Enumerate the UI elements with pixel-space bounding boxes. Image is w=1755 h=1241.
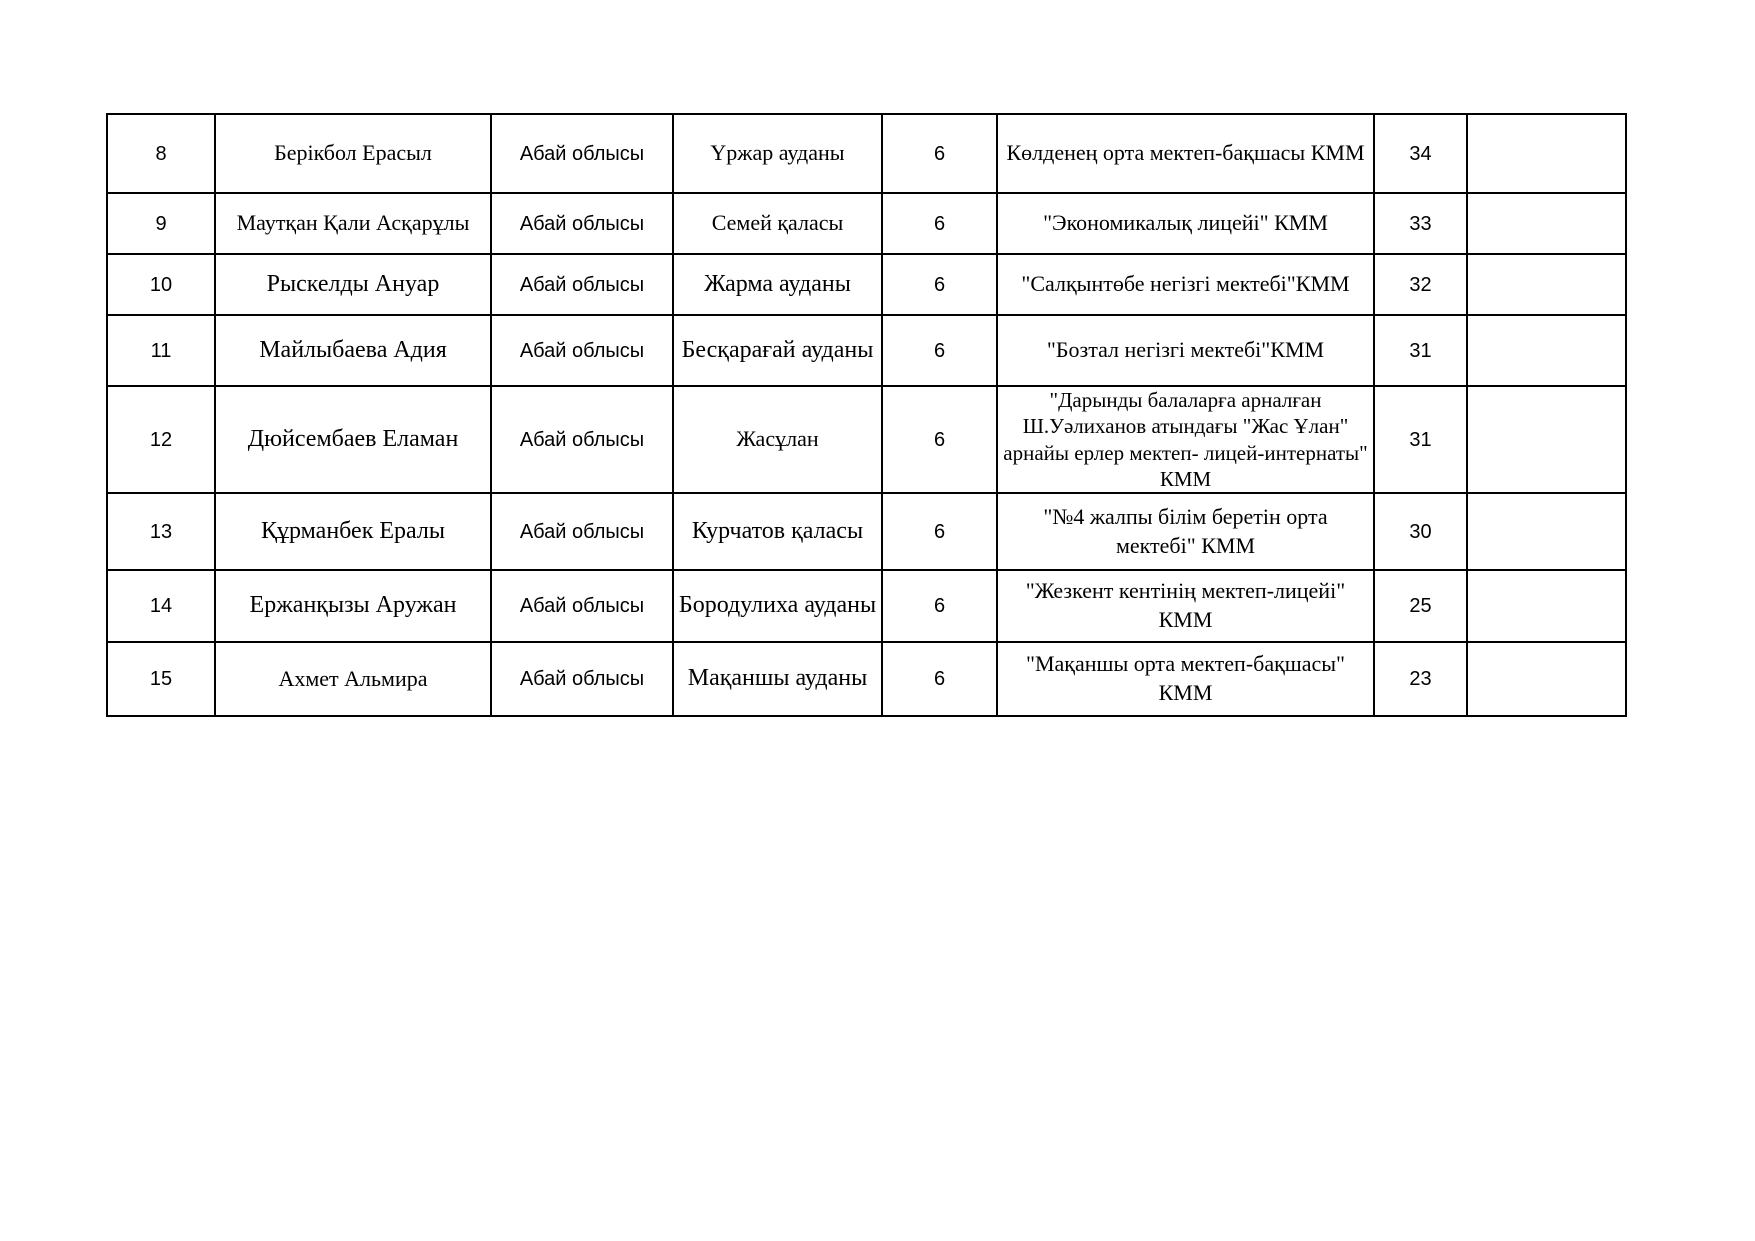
region: Абай облысы	[491, 193, 673, 254]
note	[1467, 315, 1626, 386]
school: "Дарынды балаларға арналған Ш.Уәлиханов атындағы "Жас Ұлан" арнайы ерлер мектеп- лицей-интернаты" КММ	[997, 386, 1374, 493]
table-row	[107, 386, 1626, 493]
table-row	[107, 254, 1626, 315]
table-row	[107, 493, 1626, 570]
school: "Экономикалық лицейі" КММ	[997, 193, 1374, 254]
district: Мақаншы ауданы	[673, 642, 882, 716]
grade: 6	[882, 254, 997, 315]
row-number: 12	[107, 386, 215, 493]
student-name: Ахмет Альмира	[215, 642, 491, 716]
table-row	[107, 193, 1626, 254]
score: 31	[1374, 386, 1467, 493]
region: Абай облысы	[491, 493, 673, 570]
score: 33	[1374, 193, 1467, 254]
district: Жарма ауданы	[673, 254, 882, 315]
row-number: 13	[107, 493, 215, 570]
district: Жасұлан	[673, 386, 882, 493]
school: "Салқынтөбе негізгі мектебі"КММ	[997, 254, 1374, 315]
grade: 6	[882, 493, 997, 570]
school: "№4 жалпы білім беретін орта мектебі" КММ	[997, 493, 1374, 570]
note	[1467, 642, 1626, 716]
region: Абай облысы	[491, 114, 673, 193]
table-row	[107, 570, 1626, 642]
row-number: 9	[107, 193, 215, 254]
note	[1467, 254, 1626, 315]
note	[1467, 193, 1626, 254]
region: Абай облысы	[491, 642, 673, 716]
score: 30	[1374, 493, 1467, 570]
student-name: Берікбол Ерасыл	[215, 114, 491, 193]
table-row	[107, 315, 1626, 386]
row-number: 14	[107, 570, 215, 642]
district: Бесқарағай ауданы	[673, 315, 882, 386]
grade: 6	[882, 642, 997, 716]
grade: 6	[882, 386, 997, 493]
student-name: Құрманбек Ералы	[215, 493, 491, 570]
note	[1467, 570, 1626, 642]
score: 32	[1374, 254, 1467, 315]
score: 23	[1374, 642, 1467, 716]
grade: 6	[882, 315, 997, 386]
school: "Мақаншы орта мектеп-бақшасы" КММ	[997, 642, 1374, 716]
grade: 6	[882, 570, 997, 642]
district: Курчатов қаласы	[673, 493, 882, 570]
student-name: Рыскелды Ануар	[215, 254, 491, 315]
school: Көлденең орта мектеп-бақшасы КММ	[997, 114, 1374, 193]
student-name: Майлыбаева Адия	[215, 315, 491, 386]
note	[1467, 114, 1626, 193]
region: Абай облысы	[491, 386, 673, 493]
district: Бородулиха ауданы	[673, 570, 882, 642]
school: "Жезкент кентінің мектеп-лицейі" КММ	[997, 570, 1374, 642]
grade: 6	[882, 193, 997, 254]
row-number: 10	[107, 254, 215, 315]
row-number: 15	[107, 642, 215, 716]
row-number: 11	[107, 315, 215, 386]
grade: 6	[882, 114, 997, 193]
district: Үржар ауданы	[673, 114, 882, 193]
score: 34	[1374, 114, 1467, 193]
student-name: Маутқан Қали Асқарұлы	[215, 193, 491, 254]
region: Абай облысы	[491, 315, 673, 386]
region: Абай облысы	[491, 570, 673, 642]
district: Семей қаласы	[673, 193, 882, 254]
results-table	[106, 113, 1627, 717]
score: 31	[1374, 315, 1467, 386]
student-name: Дюйсембаев Еламан	[215, 386, 491, 493]
table-row	[107, 642, 1626, 716]
school: "Бозтал негізгі мектебі"КММ	[997, 315, 1374, 386]
student-name: Ержанқызы Аружан	[215, 570, 491, 642]
table-row	[107, 114, 1626, 193]
score: 25	[1374, 570, 1467, 642]
note	[1467, 386, 1626, 493]
note	[1467, 493, 1626, 570]
region: Абай облысы	[491, 254, 673, 315]
row-number: 8	[107, 114, 215, 193]
